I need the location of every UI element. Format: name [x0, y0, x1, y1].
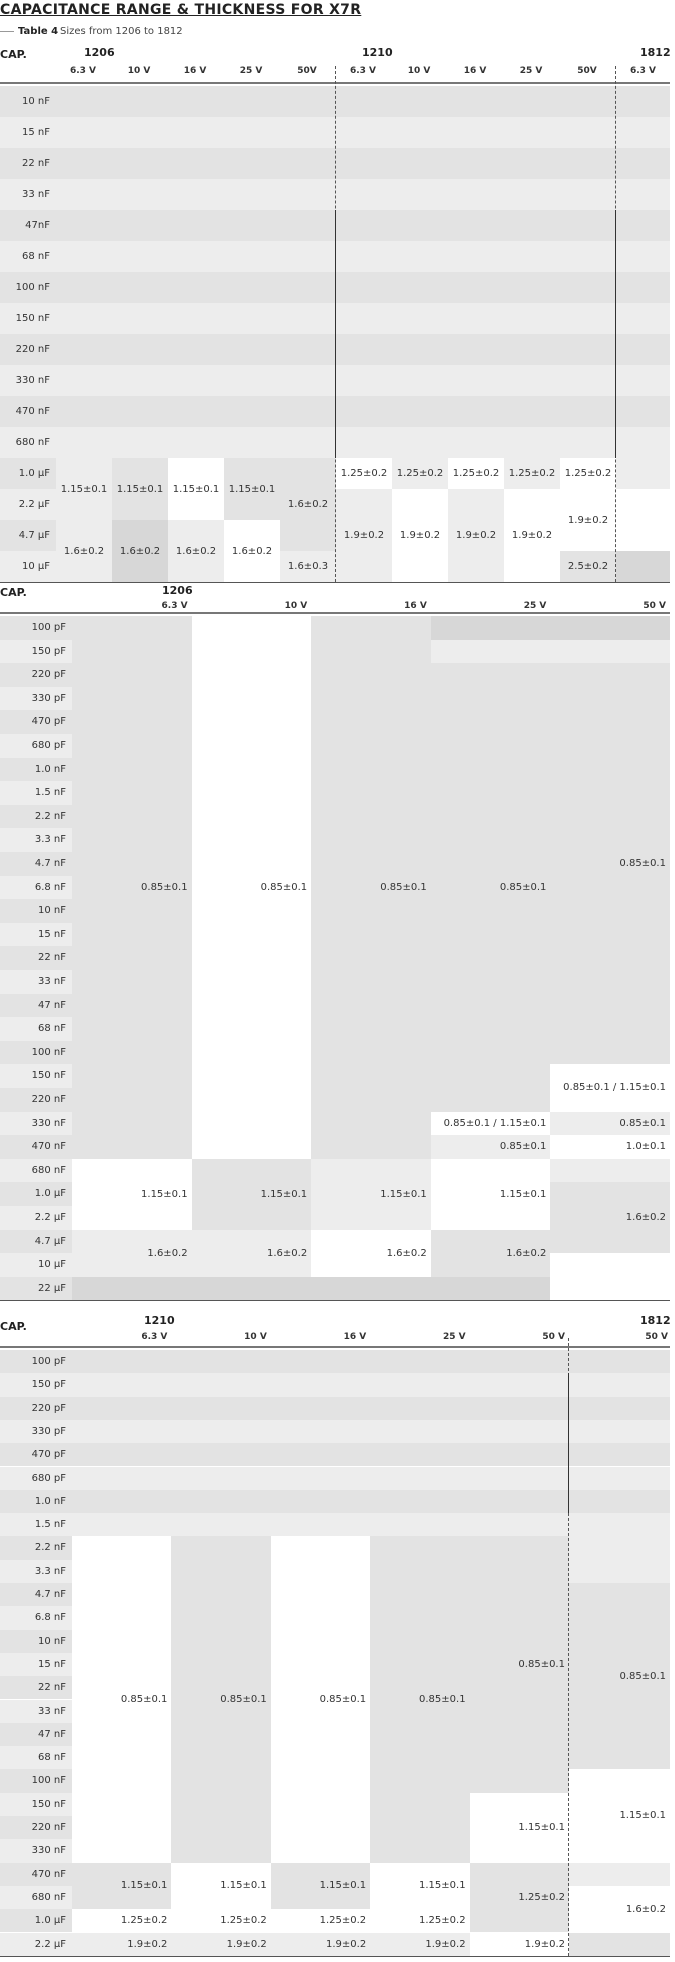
table-caption	[0, 24, 675, 40]
cap-value-label: 47 nF	[38, 1728, 66, 1740]
thickness-cell: 1.9±0.2	[72, 1933, 171, 1956]
thickness-cell: 1.9±0.2	[271, 1933, 370, 1956]
thickness-cell: 1.6±0.2	[56, 520, 112, 582]
thickness-cell: 1.6±0.3	[280, 551, 336, 582]
cap-value-label: 1.0 µF	[18, 468, 50, 479]
table-row	[0, 1443, 670, 1466]
empty-cell	[431, 640, 551, 664]
thickness-cell: 0.85±0.1	[271, 1536, 370, 1862]
caption-text: Sizes from 1206 to 1812	[60, 26, 183, 37]
table-row	[0, 1467, 670, 1490]
voltage-header: 10 V	[284, 601, 308, 611]
table-row	[0, 1490, 670, 1513]
thickness-cell: 1.9±0.2	[392, 489, 448, 582]
table-row	[0, 1420, 670, 1443]
group-label-1206: 1206	[162, 584, 193, 597]
cap-value-label: 10 nF	[0, 899, 72, 923]
cap-value-label: 2.2 nF	[0, 805, 72, 829]
cap-value-label: 22 nF	[38, 1682, 66, 1694]
cap-value-label: 220 pF	[0, 663, 72, 687]
thickness-cell: 1.6±0.2	[569, 1886, 670, 1933]
table-bottom-rule	[0, 1300, 670, 1301]
cap-value-label: 6.8 nF	[0, 876, 72, 900]
cap-value-label: 220 pF	[31, 1402, 66, 1414]
thickness-cell: 0.85±0.1	[72, 616, 192, 1159]
thickness-cell: 1.15±0.1	[56, 458, 112, 520]
thickness-cell: 1.15±0.1	[192, 1159, 312, 1230]
thickness-cell: 1.9±0.2	[448, 489, 504, 582]
voltage-header: 6.3 V	[349, 66, 377, 76]
voltage-header: 10 V	[127, 66, 151, 76]
thickness-cell: 1.6±0.2	[112, 520, 168, 582]
voltage-header: 6.3 V	[69, 66, 97, 76]
voltage-header: 25 V	[523, 601, 547, 611]
header-rule	[0, 1346, 670, 1348]
table-row	[0, 1397, 670, 1420]
voltage-header: 25 V	[519, 66, 543, 76]
cap-header: CAP.	[0, 48, 27, 61]
cap-value-label: 47 nF	[0, 994, 72, 1018]
cap-value-label: 10 µF	[0, 1253, 72, 1277]
thickness-cell: 0.85±0.1 / 1.15±0.1	[550, 1064, 670, 1111]
cap-value-label: 10 nF	[38, 1635, 66, 1647]
table-row	[0, 1350, 670, 1373]
thickness-cell: 1.9±0.2	[370, 1933, 469, 1956]
cap-value-label: 100 pF	[31, 1356, 66, 1367]
thickness-cell: 1.0±0.1	[550, 1135, 670, 1159]
empty-cell	[550, 1253, 670, 1300]
thickness-cell: 1.15±0.1	[168, 458, 224, 520]
cap-value-label: 220 nF	[0, 1088, 72, 1112]
cap-value-label: 330 pF	[0, 687, 72, 711]
thickness-cell: 1.15±0.1	[72, 1159, 192, 1230]
group-label-1206: 1206	[84, 46, 115, 59]
cap-value-label: 470 nF	[15, 406, 50, 417]
thickness-cell: 1.25±0.2	[504, 458, 560, 489]
group-label-1210: 1210	[144, 1314, 175, 1327]
thickness-cell: 1.15±0.1	[72, 1863, 171, 1910]
cap-value-label: 1.5 nF	[0, 781, 72, 805]
empty-cell	[192, 1277, 312, 1301]
cap-value-label: 6.8 nF	[34, 1612, 66, 1624]
header-rule	[0, 612, 670, 614]
thickness-cell: 0.85±0.1	[431, 663, 551, 1111]
cap-value-label: 1.0 µF	[34, 1915, 66, 1927]
thickness-cell: 1.15±0.1	[171, 1863, 270, 1910]
cap-value-label: 2.2 nF	[34, 1542, 66, 1554]
cap-value-label: 150 pF	[0, 640, 72, 664]
thickness-cell: 1.25±0.2	[171, 1909, 270, 1932]
cap-value-label: 68 nF	[38, 1752, 66, 1764]
cap-value-label: 2.2 µF	[18, 499, 50, 510]
voltage-header: 50 V	[643, 601, 666, 611]
cap-header: CAP.	[0, 586, 27, 599]
thickness-cell: 0.85±0.1	[550, 663, 670, 1064]
cap-value-label: 1.0 nF	[34, 1495, 66, 1507]
table-row	[0, 1373, 670, 1396]
caption-number: Table 4	[18, 26, 59, 37]
empty-cell	[569, 1933, 670, 1956]
cap-value-label: 1.0 nF	[0, 758, 72, 782]
cap-value-label: 470 nF	[0, 1135, 72, 1159]
thickness-cell: 1.9±0.2	[470, 1933, 569, 1956]
cap-value-label: 330 nF	[0, 1112, 72, 1136]
empty-cell	[569, 1536, 670, 1583]
cap-value-label: 15 nF	[38, 1658, 66, 1670]
thickness-cell: 1.15±0.1	[112, 458, 168, 520]
cap-value-label: 100 pF	[0, 616, 72, 640]
voltage-header: 25 V	[239, 66, 263, 76]
cap-value-label: 470 pF	[31, 1449, 66, 1461]
thickness-cell: 0.85±0.1 / 1.15±0.1	[431, 1112, 551, 1136]
cap-value-label: 68 nF	[22, 251, 50, 262]
thickness-cell: 1.9±0.2	[560, 489, 616, 551]
table-bottom-rule	[0, 582, 670, 583]
cap-value-label: 680 nF	[0, 1159, 72, 1183]
empty-cell	[431, 1277, 551, 1301]
cap-value-label: 47nF	[25, 220, 50, 231]
voltage-header: 50 V	[542, 1332, 565, 1342]
empty-cell	[72, 1277, 192, 1301]
cap-value-label: 22 nF	[0, 946, 72, 970]
thickness-cell: 1.15±0.1	[224, 458, 280, 520]
cap-value-label: 220 nF	[15, 344, 50, 355]
thickness-cell: 1.25±0.2	[72, 1909, 171, 1932]
thickness-cell: 0.85±0.1	[370, 1536, 469, 1862]
group-label-1210: 1210	[362, 46, 393, 59]
range-edge	[615, 210, 616, 458]
empty-cell	[550, 1159, 670, 1183]
cap-value-label: 150 nF	[31, 1798, 66, 1810]
thickness-cell: 0.85±0.1	[171, 1536, 270, 1862]
group-label-1812: 1812	[640, 1314, 671, 1327]
voltage-header: 6.3 V	[141, 1332, 168, 1342]
document-title: CAPACITANCE RANGE & THICKNESS FOR X7R	[0, 2, 362, 18]
voltage-header: 16 V	[343, 1332, 367, 1342]
empty-cell	[431, 616, 551, 640]
empty-cell	[616, 551, 670, 582]
thickness-cell: 1.6±0.2	[280, 458, 336, 551]
thickness-cell: 1.15±0.1	[370, 1863, 469, 1910]
cap-value-label: 100 nF	[31, 1775, 66, 1787]
empty-cell	[550, 640, 670, 664]
thickness-cell: 1.15±0.1	[470, 1793, 569, 1863]
table-1206	[0, 584, 670, 1306]
thickness-cell: 2.5±0.2	[560, 551, 616, 582]
group-label-1812: 1812	[640, 46, 671, 59]
thickness-cell: 1.9±0.2	[336, 489, 392, 582]
empty-cell	[550, 616, 670, 640]
thickness-cell: 1.25±0.2	[392, 458, 448, 489]
thickness-cell: 1.25±0.2	[271, 1909, 370, 1932]
thickness-cell: 0.85±0.1	[72, 1536, 171, 1862]
thickness-cell: 1.15±0.1	[569, 1769, 670, 1862]
table-row	[0, 1513, 670, 1536]
cap-value-label: 10 µF	[21, 561, 50, 572]
range-edge	[568, 1373, 569, 1513]
table-1206-1210-1812	[0, 42, 670, 582]
voltage-header: 10 V	[407, 66, 431, 76]
cap-value-label: 68 nF	[0, 1017, 72, 1041]
empty-cell	[311, 1277, 431, 1301]
thickness-cell: 0.85±0.1	[470, 1536, 569, 1792]
cap-value-label: 330 nF	[15, 375, 50, 386]
empty-cell	[616, 489, 670, 551]
thickness-cell: 1.6±0.2	[550, 1182, 670, 1253]
cap-value-label: 15 nF	[0, 923, 72, 947]
thickness-cell: 0.85±0.1	[192, 616, 312, 1159]
voltage-header: 6.3 V	[629, 66, 657, 76]
thickness-cell: 1.15±0.1	[431, 1159, 551, 1230]
cap-value-label: 4.7 nF	[0, 852, 72, 876]
thickness-cell: 1.6±0.2	[224, 520, 280, 582]
thickness-cell: 0.85±0.1	[550, 1112, 670, 1136]
voltage-header: 6.3 V	[161, 601, 188, 611]
thickness-cell: 1.9±0.2	[504, 489, 560, 582]
caption-rule	[0, 31, 14, 32]
cap-value-label: 330 nF	[31, 1845, 66, 1857]
cap-value-label: 33 nF	[0, 970, 72, 994]
cap-value-label: 15 nF	[22, 127, 50, 138]
cap-value-label: 100 nF	[15, 282, 50, 293]
empty-cell	[616, 458, 670, 489]
range-edge	[335, 210, 336, 458]
cap-value-label: 3.3 nF	[0, 828, 72, 852]
thickness-cell: 1.15±0.1	[311, 1159, 431, 1230]
cap-value-label: 470 pF	[0, 710, 72, 734]
thickness-cell: 1.6±0.2	[431, 1230, 551, 1277]
thickness-cell: 1.9±0.2	[171, 1933, 270, 1956]
thickness-cell: 1.6±0.2	[72, 1230, 192, 1277]
cap-value-label: 680 nF	[15, 437, 50, 448]
voltage-header: 50V	[577, 66, 597, 76]
cap-value-label: 2.2 µF	[34, 1938, 66, 1950]
cap-value-label: 10 nF	[22, 96, 50, 107]
cap-value-label: 4.7 µF	[18, 530, 50, 541]
thickness-cell: 1.25±0.2	[470, 1863, 569, 1933]
table-bottom-rule	[0, 1956, 670, 1957]
cap-value-label: 22 µF	[0, 1277, 72, 1301]
voltage-header: 50 V	[645, 1332, 668, 1342]
table-1210-1812	[0, 1312, 670, 1960]
cap-value-label: 680 pF	[0, 734, 72, 758]
thickness-cell: 1.6±0.2	[168, 520, 224, 582]
cap-value-label: 150 nF	[15, 313, 50, 324]
cap-value-label: 220 nF	[31, 1822, 66, 1833]
empty-cell	[569, 1863, 670, 1886]
cap-value-label: 330 pF	[31, 1425, 66, 1437]
cap-value-label: 100 nF	[0, 1041, 72, 1065]
thickness-cell: 1.6±0.2	[192, 1230, 312, 1277]
cap-value-label: 1.5 nF	[34, 1519, 66, 1531]
cap-value-label: 1.0 µF	[0, 1182, 72, 1206]
thickness-cell: 1.25±0.2	[336, 458, 392, 489]
thickness-cell: 1.25±0.2	[560, 458, 616, 489]
thickness-cell: 1.15±0.1	[271, 1863, 370, 1910]
thickness-cell: 1.25±0.2	[448, 458, 504, 489]
cap-value-label: 150 nF	[0, 1064, 72, 1088]
cap-value-label: 33 nF	[22, 189, 50, 200]
voltage-header: 10 V	[244, 1332, 267, 1342]
voltage-header: 16 V	[404, 601, 427, 611]
cap-value-label: 4.7 nF	[34, 1589, 66, 1600]
voltage-header: 50V	[297, 66, 317, 76]
thickness-cell: 0.85±0.1	[431, 1135, 551, 1159]
cap-value-label: 680 pF	[31, 1472, 66, 1484]
cap-value-label: 150 pF	[31, 1379, 66, 1391]
thickness-cell: 1.25±0.2	[370, 1909, 469, 1932]
cap-value-label: 680 nF	[31, 1891, 66, 1903]
cap-value-label: 33 nF	[38, 1705, 66, 1717]
thickness-cell: 0.85±0.1	[311, 616, 431, 1159]
voltage-header: 16 V	[463, 66, 487, 76]
voltage-header: 16 V	[183, 66, 207, 76]
cap-value-label: 3.3 nF	[34, 1565, 66, 1577]
cap-value-label: 2.2 µF	[0, 1206, 72, 1230]
cap-value-label: 470 nF	[31, 1868, 66, 1880]
cap-header: CAP.	[0, 1320, 27, 1333]
voltage-header: 25 V	[442, 1332, 466, 1342]
cap-value-label: 4.7 µF	[0, 1230, 72, 1254]
thickness-cell: 0.85±0.1	[569, 1583, 670, 1769]
cap-value-label: 22 nF	[22, 158, 50, 169]
thickness-cell: 1.6±0.2	[311, 1230, 431, 1277]
